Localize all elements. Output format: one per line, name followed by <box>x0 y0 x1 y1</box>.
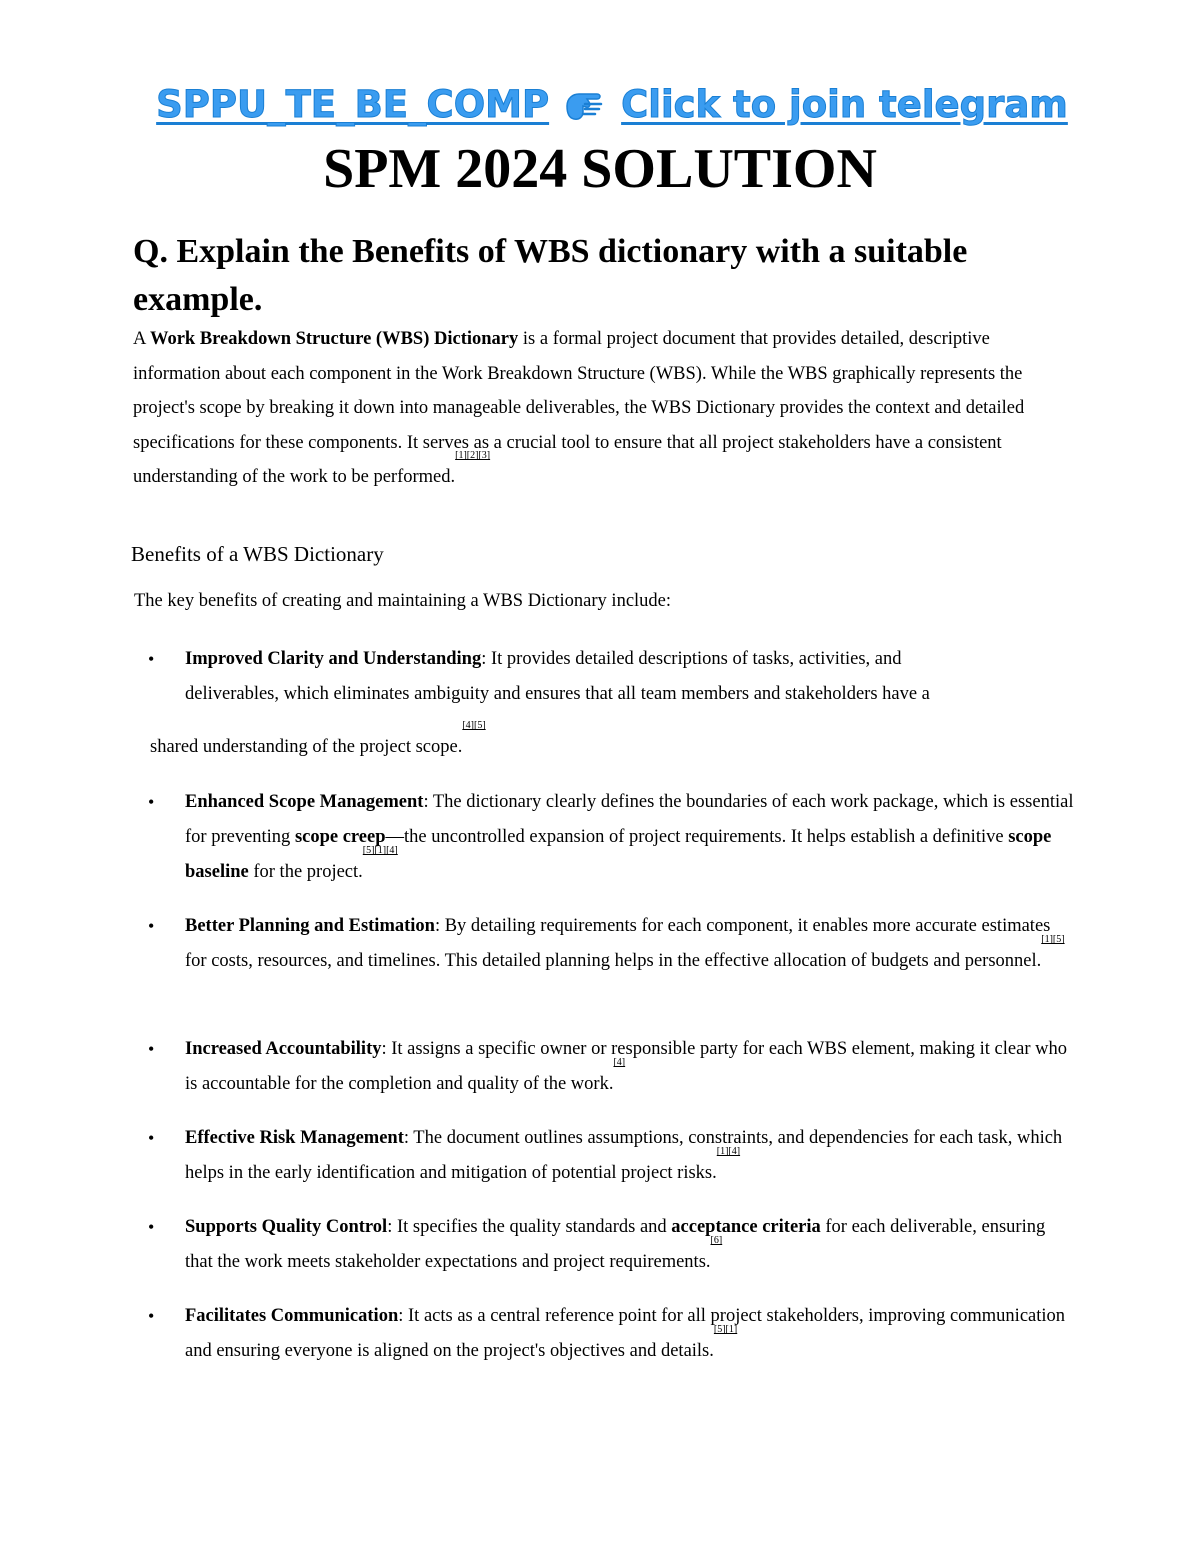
intro-text-start: A <box>133 329 150 349</box>
benefit-title: Improved Clarity and Understanding <box>185 649 482 669</box>
benefit-text: for the project. <box>248 862 363 882</box>
benefit-term: acceptance criteria <box>671 1217 821 1237</box>
bullet-marker: • <box>148 649 155 669</box>
bullet-marker: • <box>148 1306 155 1326</box>
benefit-text: : It assigns a specific owner or responsible party for each WBS element, making it clear who is accountable for the completion and quality of the work. <box>185 1039 1067 1094</box>
benefit-title: Supports Quality Control <box>185 1217 388 1237</box>
citation-link[interactable]: [4][5] <box>462 720 486 731</box>
link-text-join[interactable]: Click to join telegram <box>621 82 1068 126</box>
benefit-text: : It acts as a central reference point for all project stakeholders, improving communication and ensuring everyone is aligned on the project's objectives and details. <box>185 1306 1066 1361</box>
document-title: SPM 2024 SOLUTION <box>323 138 877 200</box>
benefits-lead-text: The key benefits of creating and maintaining a WBS Dictionary include: <box>134 591 672 611</box>
benefit-text: : It provides detailed descriptions of tasks, activities, and <box>481 649 902 669</box>
benefit-text: : By detailing requirements for each component, it enables more accurate estimates for costs, resources, and timelines. This detailed planning helps in the effective allocation of budgets and personnel. <box>185 916 1051 971</box>
benefit-text: for each deliverable, ensuring that the work meets stakeholder expectations and project requirements. <box>185 1217 1046 1272</box>
intro-text-body: is a formal project document that provides detailed, descriptive information about each component in the Work Breakdown Structure (WBS). While the WBS graphically represents the project's scope by breaking it down into manageable deliverables, the WBS Dictionary provides the context and detailed specifications for these components. It serves as a crucial tool to ensure that all project stakeholders have a consistent understanding of the work to be performed. <box>133 329 1025 487</box>
citation-link[interactable]: [1][4] <box>716 1146 741 1157</box>
citation-link[interactable]: [4] <box>613 1057 626 1068</box>
link-text-channel[interactable]: SPPU_TE_BE_COMP <box>156 82 550 126</box>
benefit-text: shared understanding of the project scope. <box>150 737 463 757</box>
benefit-text: deliverables, which eliminates ambiguity and ensures that all team members and stakeholders have a <box>185 684 930 704</box>
benefit-title: Enhanced Scope Management <box>185 792 424 812</box>
benefit-term: scope baseline <box>185 827 1052 882</box>
benefit-text: —the uncontrolled expansion of project requirements. It helps establish a definitive <box>385 827 1009 847</box>
citation-link[interactable]: [1][2][3] <box>455 450 491 461</box>
benefit-title: Facilitates Communication <box>185 1306 399 1326</box>
intro-term: Work Breakdown Structure (WBS) Dictionary <box>149 329 519 349</box>
citation-link[interactable]: [6] <box>710 1235 723 1246</box>
benefit-term: scope creep <box>294 827 386 847</box>
citation-link[interactable]: [5][1][4] <box>362 845 398 856</box>
bullet-marker: • <box>148 792 155 812</box>
benefit-text: : The dictionary clearly defines the boundaries of each work package, which is essential for preventing <box>185 792 1074 847</box>
benefit-text: : It specifies the quality standards and <box>387 1217 672 1237</box>
benefit-title: Effective Risk Management <box>185 1128 404 1148</box>
citation-link[interactable]: [1][5] <box>1041 934 1065 945</box>
benefit-item-clarity <box>148 642 1078 772</box>
citation-link[interactable]: [5][1] <box>713 1324 738 1335</box>
section-heading: Benefits of a WBS Dictionary <box>131 542 384 566</box>
benefit-text: : The document outlines assumptions, constraints, and dependencies for each task, which helps in the early identification and mitigation of potential project risks. <box>185 1128 1063 1183</box>
bullet-marker: • <box>148 1128 155 1148</box>
bullet-marker: • <box>148 1039 155 1059</box>
bullet-marker: • <box>148 916 155 936</box>
bullet-marker: • <box>148 1217 155 1237</box>
benefit-title: Better Planning and Estimation <box>185 916 435 936</box>
benefit-title: Increased Accountability <box>185 1039 382 1059</box>
question-heading: Q. Explain the Benefits of WBS dictionary with a suitable example. <box>133 233 968 318</box>
